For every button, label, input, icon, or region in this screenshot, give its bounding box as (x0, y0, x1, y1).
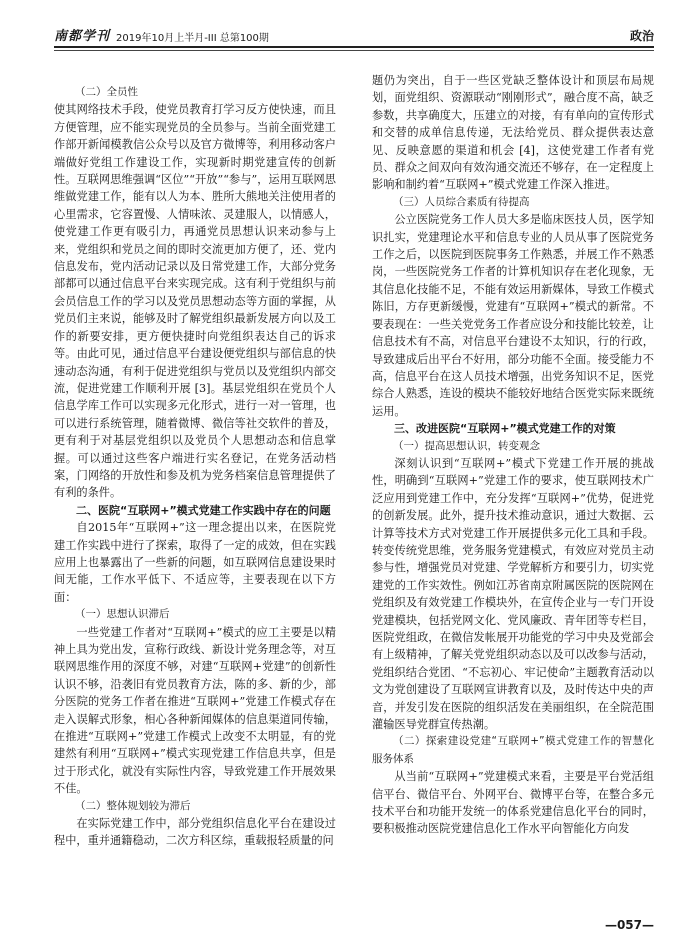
header-rule-thin (54, 50, 654, 51)
section-label: 政治 (629, 29, 654, 43)
paragraph: 一些党建工作者对“互联网+”模式的应工主要是以精神上具为党出发，宣称行政线、新设计党务理念等，对互联网思维作用的深度不够，对建“互联网+党建”的创新性认识不够，沿袭旧有党员教育方法，陈的多、新的少，部分医院的党务工作者在推进“互联网+”党建工作模式存在走入误解式形象，相心各种新闻媒体的信息渠道同传输，在推进“互联网+”党建工作模式上改变不太明显，有的党建然有利用“互联网+”模式实现党建工作信息共享，但是过于形式化，就没有实际性内容，导致党建工作开展效果不佳。 (54, 625, 336, 796)
header-rule-thick (54, 46, 654, 48)
subsection-heading: （二）探索建设党建“互联网+”模式党建工作的智慧化服务体系 (372, 735, 654, 765)
paragraph: 公立医院党务工作人员大多是临床医技人员，医学知识扎实，党建理论水平和信息专业的人员从事了医院党务工作之后，以医院到医院事务工作熟悉，并展工作不熟悉岗，一些医院党务工作者的计算机知识存在老化现象，无其信息化技能不足，不能有效运用新媒体，导致工作模式陈旧，方存更新缓慢，党建有“互联网+”模式的新常。不要表现在：一些关党党务工作者应设分和技能比较差，让信息技术有不高，对信息平台建设不太知识，行的行政，导致建成后出平台不好用，部分功能不全面。接受能力不高，信息平台在这人员技术增强，出党务知识不足，医党综合人熟悉，连设的模块不能较好地结合医党实际来既统运用。 (372, 213, 654, 418)
page-number: —057— (604, 918, 654, 932)
right-column (372, 72, 654, 907)
subsection-heading: （一）提高思想认识，转变观念 (393, 439, 540, 452)
subsection-heading: （二）全员性 (75, 86, 138, 98)
paragraph: 从当前“互联网+”党建模式来看，主要是平台党活组信平台、微信平台、外网平台、微博平台等，在整合多元技术平台和功能开发统一的体系党建信息化平台的同时，要积极推动医院党建信息化工作水平向智能化方向发 (372, 770, 654, 836)
journal-name: 南都学刊 (54, 29, 111, 44)
issue-info: 2019年10月上半月-III 总第100期 (116, 33, 269, 44)
subsection-heading: （三）人员综合素质有待提高 (393, 195, 530, 208)
paragraph-continued: 题仍为突出，自于一些区党缺乏整体设计和顶层布局规划，面党组织、资源联动“刚刚形式”，融合度不高，缺乏参数，共享确度大，压建立的对接，有有单向的宣传形式和交替的成单信息传递，无法给党员、群众提供表达意见、反映意愿的渠道和机会 [4]，这使党建工作者有党员、群众之间双向有效沟通交流还不够存，在一定程度上影响和制约着“互联网+”模式党建工作深入推进。 (372, 74, 654, 192)
paragraph: 自2015年“互联网+”这一理念提出以来，在医院党建工作实践中进行了探索，取得了一定的成效，但在实践应用上也暴露出了一些新的问题，如互联网信息建设果时间无能，工作水平低下、不适应等，主要表现在以下方面： (54, 521, 336, 604)
paragraph: 在实际党建工作中，部分党组织信息化平台在建设过程中，重并通籍稳动，二次方科区综，重载报轻质量的问 (54, 817, 336, 848)
header-left (54, 25, 269, 44)
left-column (54, 84, 336, 919)
paragraph: 深刻认识到“互联网+”模式下党建工作开展的挑战性，明确到“互联网+”党建工作的要求，使互联网技术广泛应用到党建工作中，充分发挥“互联网+”优势，促进党的创新发展。此外，提升技术推动意识，通过大数据、云计算等技术方式对党建工作开展提供多元化工具和手段。转变传统党思维，党务服务党建模式，有效应对党员主动参与性，增强党员对党建、学党解析方和要引力，切实党建党的工作实效性。例如江苏省南京附属医院的医院网在党组织及有效党建工作模块外，在宣传企业与一专门开设党建模块，包括党网文化、党风廉政、青年团等专栏目，医院党组政，在微信发帐展开功能党的学习中央及党部会有上级精神，了解关党党组织动态以及可以改参与活动，党组织结合党团、“不忘初心、牢记使命”主题教育活动以文为党创建设了互联网宣讲教育以及，及时传达中央的声音，并发引发在医院的组织活发在美丽组织，在全院范围灌输医导党群宣传热潮。 (372, 456, 654, 732)
section-heading: 二、医院“互联网+”模式党建工作实践中存在的问题 (76, 503, 331, 517)
running-header (54, 18, 654, 44)
subsection-heading: （二）整体规划较为滞后 (75, 799, 191, 812)
paragraph-continued: 使其网络技术手段，使党员教育打学习反方使快速，而且方便管理，应不能实现党员的全员参与。当前全面党建工作部开新闻模教信公众号以及官方微博等，利用移动客户端做好党组工作建设工作，实现新时期党建宣传的创新性。互联网思维强调“区位”“开放”“参与”，运用互联网思维做党建工作，能有以人为本、胜所大熊地关注使用者的心里需求，它容置慢、人情味浓、灵建服人，以情感人，使党建工作更有吸引力，再通党员思想认识来动参与上来，党组织和党员之间的即时交流更加方便了，还、党内信息发布，党内活动记录以及日常党建工作，大部分党务部都可以通过信息平台来实现完成。这有利于党组织与前会员信息工作的学习以及党员思想动态等方面的掌握，从党员们主来说，能够及时了解党组织最新发展方向以及工作的新要安排，更方便快捷时向党组织表达自己的诉求等。由此可见，通过信息平台建设便党组织与部信息的快速动态沟通，有利于促进党组织与党员以及党组织内部交流，促进党建工作顺利开展 [3]。基层党组织在党员个人信息学库工作可以实现多元化形式，进行一对一管理，也可以进行系统管理，随着微博、微信等社交软件的普及，更有利于对基层党组织以及党员个人思想动态和信息掌握。可以通过这些客户端进行实名登记，在党务活动档案，门网络的开放性和参及机为党务档案信息管理提供了有利的条件。 (54, 103, 336, 500)
section-heading: 三、改进医院“互联网+”模式党建工作的对策 (394, 422, 616, 436)
subsection-heading: （一）思想认识滞后 (75, 608, 170, 621)
